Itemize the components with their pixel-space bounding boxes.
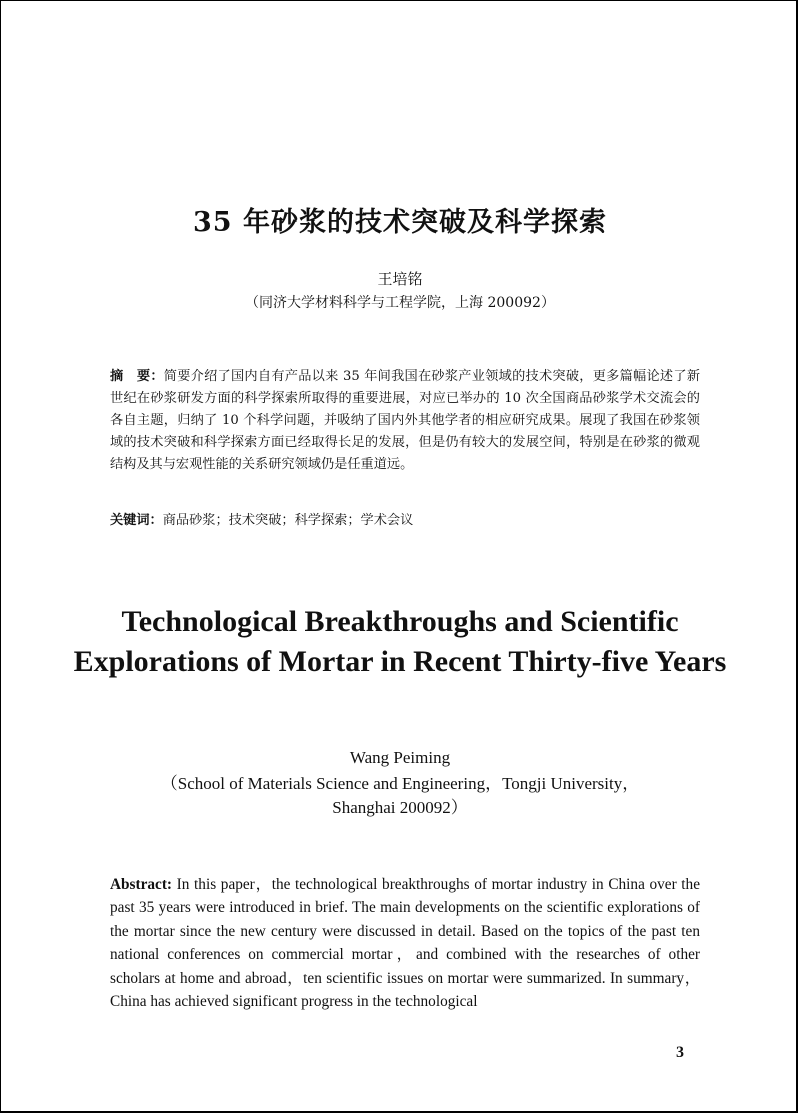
chinese-affiliation: （同济大学材料科学与工程学院，上海 200092） [245, 295, 555, 311]
english-abstract [110, 873, 700, 1013]
english-author: Wang Peiming [349, 748, 451, 767]
chinese-abstract-text: 简要介绍了国内自有产品以来 35 年间我国在砂浆产业领域的技术突破，更多篇幅论述了新世纪在砂浆研发方面的科学探索所取得的重要进展，对应已举办的 10 次全国商品砂浆学术交流会的各自主题，归纳了 10 个科学问题，并吸纳了国内外其他学者的相应研究成果。展现了我国在砂浆领域的技术突破和科学探索方面已经取得长足的发展，但是仍有较大的发展空间，特别是在砂浆的微观结构及其与宏观性能的关系研究领域仍是任重道远。 [110, 369, 701, 472]
chinese-title: 35 年砂浆的技术突破及科学探索 [193, 207, 607, 238]
english-abstract-text: In this paper，the technological breakthroughs of mortar industry in China over the past 35 years were introduced in brief. The main developments on the scientific explorations of the mortar since the new century were discussed in detail. Based on the topics of the past ten national conferences on commercial mortar，and combined with the researches of other scholars at home and abroad，ten scientific issues on mortar were summarized. In summary，China has achieved significant progress in the technological [110, 876, 700, 1011]
chinese-keywords-label: 关键词： [110, 513, 163, 528]
chinese-keywords [110, 510, 700, 532]
chinese-abstract [110, 366, 700, 476]
english-affiliation: （School of Materials Science and Engineering，Tongji University，Shanghai 200092） [160, 774, 640, 817]
chinese-abstract-label: 摘 要： [110, 369, 164, 384]
english-abstract-label: Abstract: [110, 876, 173, 893]
page-number: 3 [676, 1044, 684, 1061]
chinese-keywords-text: 商品砂浆；技术突破；科学探索；学术会议 [162, 513, 414, 528]
english-title: Technological Breakthroughs and Scientific Explorations of Mortar in Recent Thirty-five Years [73, 605, 727, 678]
chinese-author: 王培铭 [377, 270, 423, 288]
